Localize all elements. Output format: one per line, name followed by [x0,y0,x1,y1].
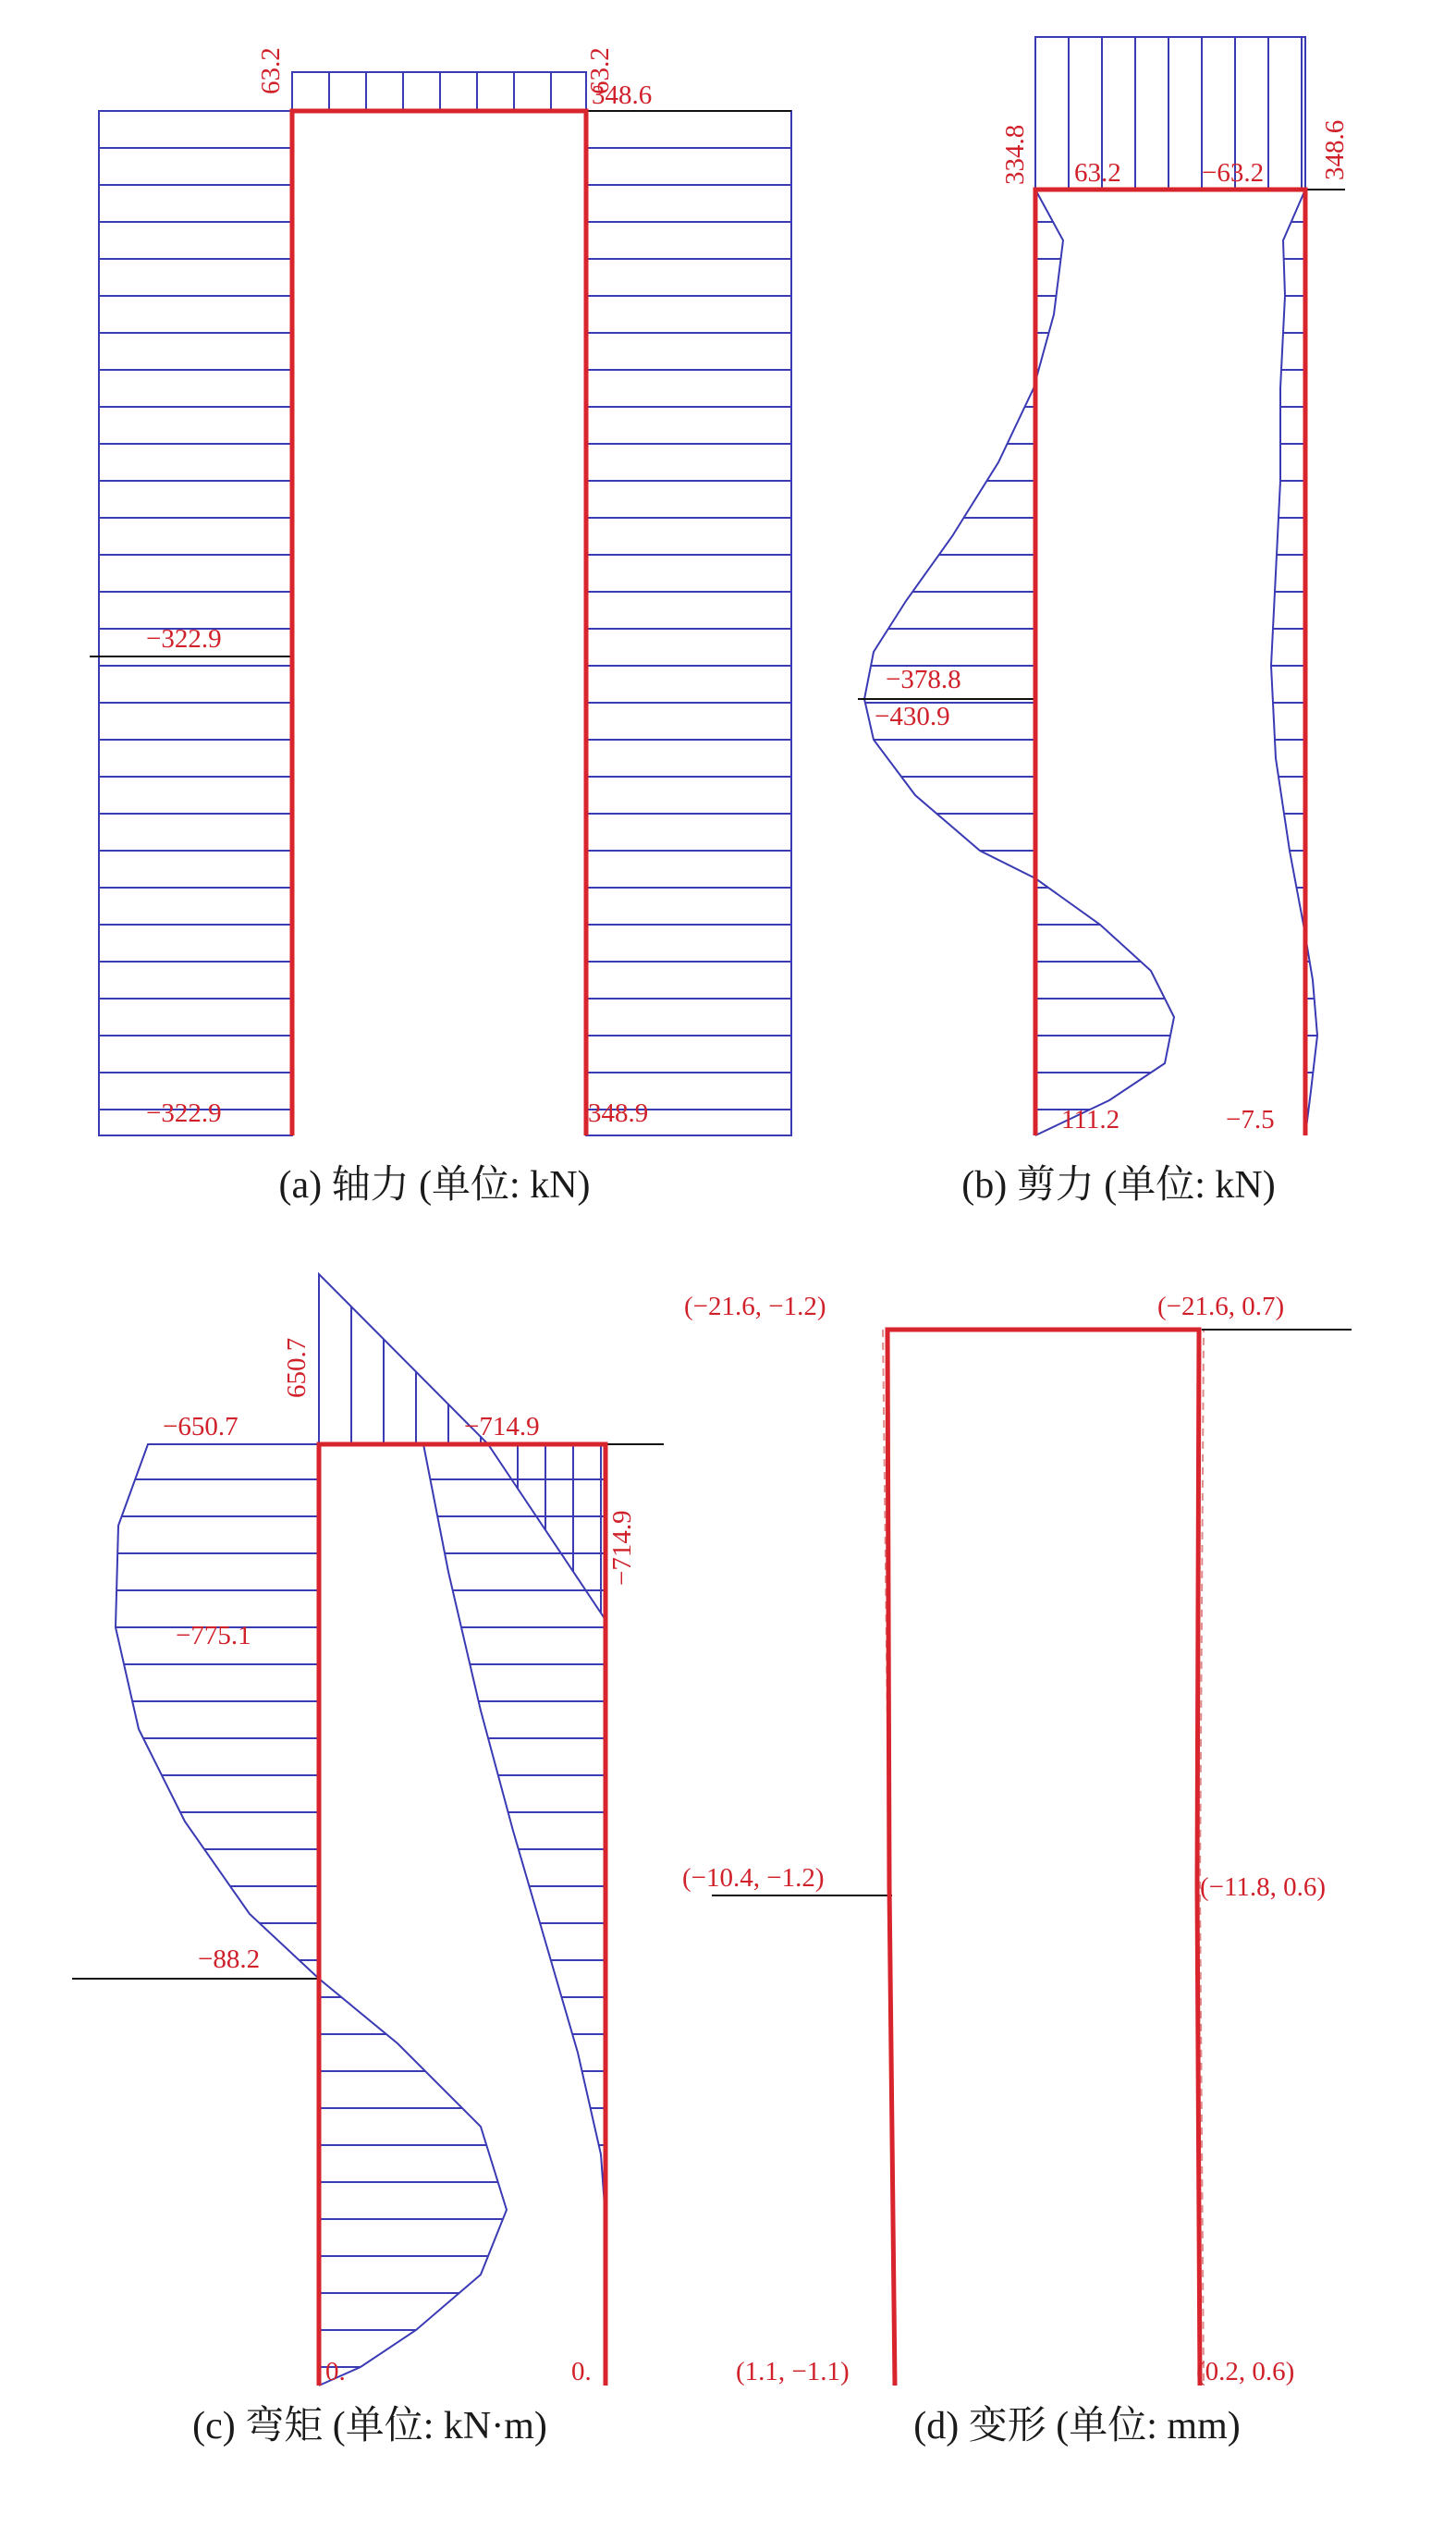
panel-a-label-top-right: 63.2 [585,47,615,94]
panel-b-label-peak-1: −378.8 [886,665,961,694]
panel-b-label-top-mid-left: 63.2 [1074,158,1121,188]
panel-a-reference-lines [90,111,791,656]
panel-a-label-right-bottom: 348.9 [588,1098,649,1128]
panel-c-label-bottom-left: 0. [325,2357,346,2386]
panel-d-label-mid-right: (−11.8, 0.6) [1200,1872,1327,1902]
panel-a-frame [292,111,586,1135]
panel-d-label-bottom-right: (0.2, 0.6) [1196,2357,1295,2386]
panel-a-caption: (a) 轴力 (单位: kN) [278,1164,591,1207]
panel-d-reference-lines [712,1330,1352,1895]
panel-b-frame [1035,190,1305,1135]
panel-d-frame [887,1330,1200,2386]
panel-c-caption: (c) 弯矩 (单位: kN·m) [192,2405,547,2447]
panel-c-frame [319,1444,606,2386]
panel-a-label-left-mid: −322.9 [146,624,222,654]
panel-c-label-bottom-right: 0. [571,2357,592,2386]
panel-b-label-top-mid-right: −63.2 [1202,158,1265,188]
panel-a-axial-force [90,47,791,1207]
panel-a-label-left-bottom: −322.9 [146,1098,222,1128]
panel-b-shear-force [858,37,1350,1207]
panel-d-caption: (d) 变形 (单位: mm) [913,2405,1241,2447]
panel-b-label-bottom-left: 111.2 [1061,1105,1120,1135]
panel-c-label-left-zero: −88.2 [198,1944,261,1974]
panel-b-hatch [865,37,1317,1110]
panel-d-label-top-right: (−21.6, 0.7) [1157,1292,1285,1321]
panel-b-label-peak-2: −430.9 [875,702,950,731]
panel-d-label-bottom-left: (1.1, −1.1) [736,2357,850,2386]
panel-a-label-top-left: 63.2 [256,47,286,94]
panel-a-outlines [99,72,791,1135]
panel-b-reference-lines [858,190,1345,699]
panel-b-outlines [864,37,1317,1135]
panel-d-deformation [682,1292,1352,2447]
panel-a-label-right-top: 348.6 [592,80,653,110]
panel-c-hatch [116,1306,606,2367]
panel-c-label-left-top: −650.7 [163,1412,239,1441]
panel-a-hatch [99,72,791,1110]
panel-b-label-top-left: 334.8 [1000,124,1030,185]
panel-c-label-top-left: 650.7 [282,1337,312,1398]
panel-c-bending-moment [72,1274,664,2447]
panel-c-label-left-peak: −775.1 [176,1621,251,1650]
panel-c-reference-lines [72,1444,664,1979]
panel-d-label-mid-left: (−10.4, −1.2) [682,1863,825,1893]
panel-b-label-top-right: 348.6 [1320,119,1350,180]
panel-c-label-top-mid: −714.9 [464,1412,540,1441]
panel-d-deformed-shape [883,1330,1204,2386]
panel-b-label-bottom-right: −7.5 [1226,1105,1275,1135]
panel-d-label-top-left: (−21.6, −1.2) [684,1292,826,1321]
panel-c-label-top-right: −714.9 [607,1510,637,1586]
panel-b-caption: (b) 剪力 (单位: kN) [961,1164,1276,1207]
